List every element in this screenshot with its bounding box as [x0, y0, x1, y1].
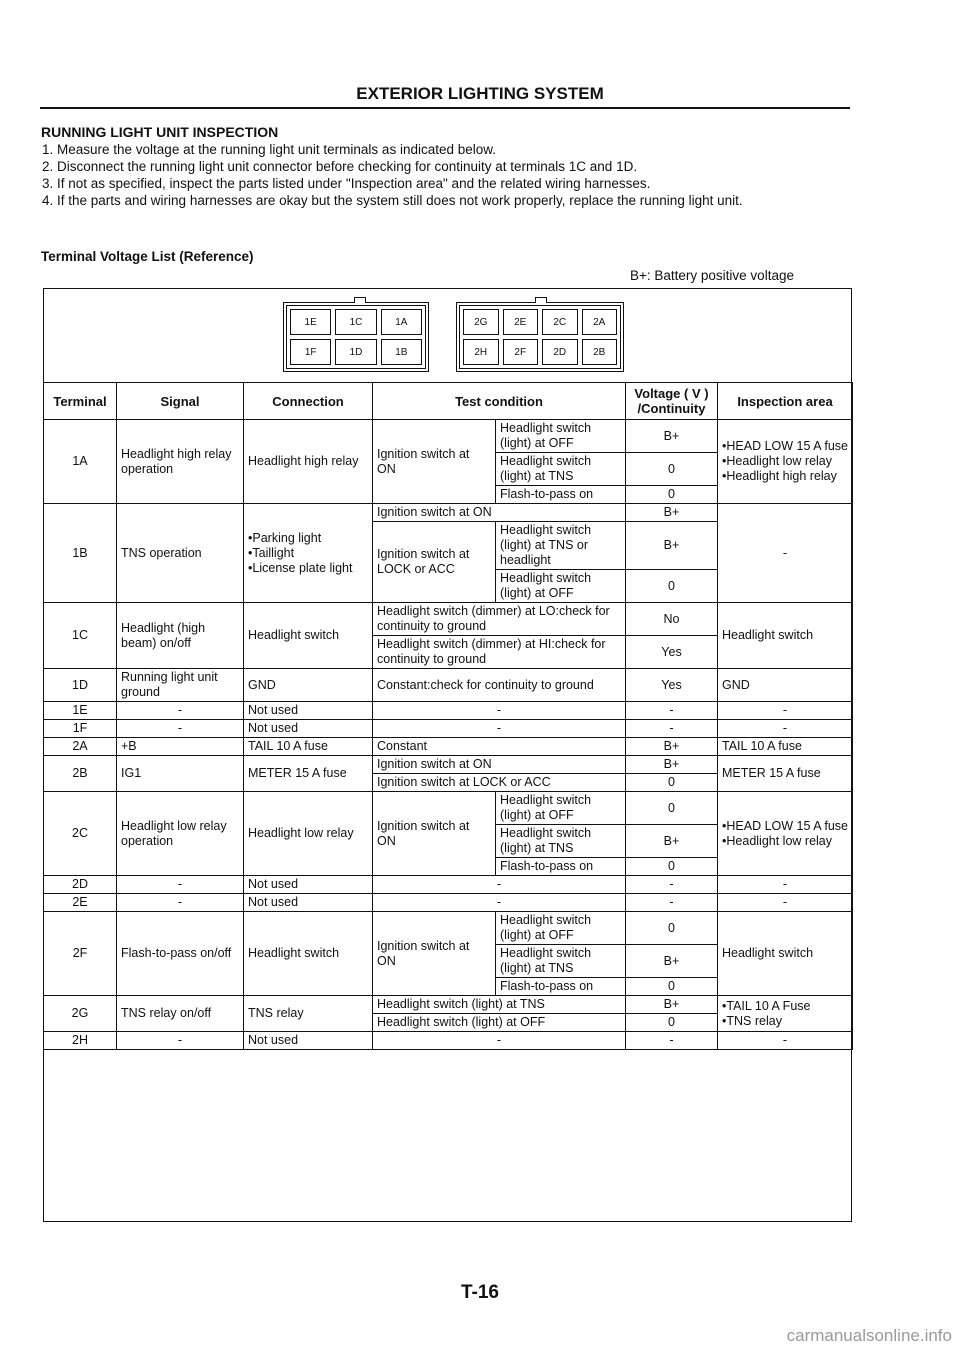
pin-cell: 2E: [503, 309, 539, 335]
inspection-cell: -: [718, 894, 853, 912]
pin-cell: 2D: [542, 339, 578, 365]
connection-cell: Headlight high relay: [244, 420, 373, 504]
header-voltage: Voltage ( V ) /Continuity: [626, 383, 718, 420]
connection-cell: Headlight low relay: [244, 792, 373, 876]
value-cell: 0: [626, 858, 718, 876]
connection-item: • Taillight: [248, 546, 368, 561]
pin-cell: 2F: [503, 339, 539, 365]
step-item: 4. If the parts and wiring harnesses are okay but the system still does not work properly, replace the running light unit.: [57, 192, 861, 209]
pin-cell: 2H: [463, 339, 499, 365]
terminal-cell: 2B: [44, 756, 117, 792]
pin-cell: 1C: [335, 309, 376, 335]
pin-cell: 2B: [582, 339, 618, 365]
pin-cell: 1B: [381, 339, 422, 365]
value-cell: 0: [626, 792, 718, 825]
value-cell: B+: [626, 504, 718, 522]
connection-cell: Headlight switch: [244, 912, 373, 996]
step-item: 1. Measure the voltage at the running light unit terminals as indicated below.: [57, 141, 861, 158]
signal-cell: -: [117, 720, 244, 738]
signal-cell: TNS operation: [117, 504, 244, 603]
condition-cell: Headlight switch (dimmer) at HI:check for continuity to ground: [373, 636, 626, 669]
condition-cell: Ignition switch at LOCK or ACC: [373, 522, 496, 603]
inspection-cell: Headlight switch: [718, 603, 853, 669]
table-row: [44, 912, 853, 945]
inspection-item: • HEAD LOW 15 A fuse: [722, 819, 848, 834]
condition-cell: Ignition switch at LOCK or ACC: [373, 774, 626, 792]
pin-cell: 2G: [463, 309, 499, 335]
pin-cell: 2A: [582, 309, 618, 335]
connection-cell: GND: [244, 669, 373, 702]
subcondition-cell: Headlight switch (light) at TNS: [496, 453, 626, 486]
subcondition-cell: Flash-to-pass on: [496, 858, 626, 876]
page-number: T-16: [460, 1282, 500, 1303]
connection-cell: Not used: [244, 894, 373, 912]
condition-cell: -: [373, 894, 626, 912]
value-cell: B+: [626, 945, 718, 978]
inspection-cell: -: [718, 1032, 853, 1050]
pin-cell: 1F: [290, 339, 331, 365]
table-row: [44, 792, 853, 825]
connection-cell: Not used: [244, 702, 373, 720]
bplus-note: B+: Battery positive voltage: [630, 268, 794, 283]
signal-cell: -: [117, 876, 244, 894]
table-row: [44, 603, 853, 636]
connector-1-diagram: [283, 302, 429, 372]
table-row: [44, 420, 853, 453]
page-title: EXTERIOR LIGHTING SYSTEM: [356, 84, 604, 103]
inspection-cell: -: [718, 504, 853, 603]
terminal-cell: 2G: [44, 996, 117, 1032]
signal-cell: +B: [117, 738, 244, 756]
connector-2-diagram: [456, 302, 624, 372]
connector-tab: [535, 297, 547, 303]
terminal-voltage-table: [43, 382, 853, 1050]
terminal-cell: 2A: [44, 738, 117, 756]
subcondition-cell: Headlight switch (light) at TNS: [496, 825, 626, 858]
signal-cell: Running light unit ground: [117, 669, 244, 702]
terminal-cell: 2D: [44, 876, 117, 894]
pin-cell: 1D: [335, 339, 376, 365]
condition-cell: Constant:check for continuity to ground: [373, 669, 626, 702]
table-row: [44, 756, 853, 774]
connection-cell: METER 15 A fuse: [244, 756, 373, 792]
terminal-list-title: Terminal Voltage List (Reference): [41, 249, 254, 264]
signal-cell: Headlight low relay operation: [117, 792, 244, 876]
value-cell: B+: [626, 756, 718, 774]
signal-cell: Headlight (high beam) on/off: [117, 603, 244, 669]
condition-cell: -: [373, 1032, 626, 1050]
connection-cell: Not used: [244, 720, 373, 738]
signal-cell: Headlight high relay operation: [117, 420, 244, 504]
step-item: 2. Disconnect the running light unit connector before checking for continuity at terminals 1C and 1D.: [57, 158, 861, 175]
condition-cell: Ignition switch at ON: [373, 420, 496, 504]
inspection-item: • Headlight low relay: [722, 454, 848, 469]
inspection-cell: [718, 420, 853, 504]
value-cell: -: [626, 720, 718, 738]
table-row: [44, 1032, 853, 1050]
value-cell: -: [626, 876, 718, 894]
watermark: carmanualsonline.info: [786, 1326, 952, 1345]
condition-cell: Ignition switch at ON: [373, 912, 496, 996]
inspection-item: • TAIL 10 A Fuse: [722, 999, 848, 1014]
signal-cell: IG1: [117, 756, 244, 792]
step-item: 3. If not as specified, inspect the parts listed under "Inspection area" and the related wiring harnesses.: [57, 175, 861, 192]
value-cell: B+: [626, 738, 718, 756]
inspection-cell: Headlight switch: [718, 912, 853, 996]
subcondition-cell: Headlight switch (light) at OFF: [496, 570, 626, 603]
table-row: [44, 738, 853, 756]
terminal-cell: 2C: [44, 792, 117, 876]
value-cell: B+: [626, 996, 718, 1014]
connection-cell: TAIL 10 A fuse: [244, 738, 373, 756]
value-cell: -: [626, 702, 718, 720]
subcondition-cell: Headlight switch (light) at OFF: [496, 912, 626, 945]
connection-cell: Not used: [244, 1032, 373, 1050]
inspection-item: • TNS relay: [722, 1014, 848, 1029]
signal-cell: Flash-to-pass on/off: [117, 912, 244, 996]
terminal-cell: 2F: [44, 912, 117, 996]
inspection-item: • Headlight high relay: [722, 469, 848, 484]
subcondition-cell: Headlight switch (light) at OFF: [496, 792, 626, 825]
value-cell: 0: [626, 486, 718, 504]
value-cell: B+: [626, 420, 718, 453]
signal-cell: TNS relay on/off: [117, 996, 244, 1032]
inspection-item: • HEAD LOW 15 A fuse: [722, 439, 848, 454]
terminal-cell: 2E: [44, 894, 117, 912]
signal-cell: -: [117, 702, 244, 720]
connection-cell: Not used: [244, 876, 373, 894]
value-cell: -: [626, 894, 718, 912]
value-cell: Yes: [626, 669, 718, 702]
value-cell: -: [626, 1032, 718, 1050]
subcondition-cell: Flash-to-pass on: [496, 486, 626, 504]
inspection-cell: -: [718, 876, 853, 894]
inspection-item: • Headlight low relay: [722, 834, 848, 849]
step-list: [41, 141, 861, 209]
table-row: [44, 996, 853, 1014]
inspection-cell: -: [718, 702, 853, 720]
value-cell: 0: [626, 453, 718, 486]
condition-cell: Headlight switch (dimmer) at LO:check for continuity to ground: [373, 603, 626, 636]
value-cell: B+: [626, 825, 718, 858]
table-row: [44, 720, 853, 738]
table-row: [44, 504, 853, 522]
header-test-condition: Test condition: [373, 383, 626, 420]
condition-cell: Constant: [373, 738, 626, 756]
condition-cell: Headlight switch (light) at OFF: [373, 1014, 626, 1032]
inspection-cell: [718, 996, 853, 1032]
connection-cell: Headlight switch: [244, 603, 373, 669]
inspection-cell: [718, 792, 853, 876]
connector-tab: [354, 297, 366, 303]
section-heading: RUNNING LIGHT UNIT INSPECTION: [41, 124, 279, 140]
subcondition-cell: Flash-to-pass on: [496, 978, 626, 996]
inspection-cell: -: [718, 720, 853, 738]
value-cell: No: [626, 603, 718, 636]
condition-cell: -: [373, 876, 626, 894]
header-connection: Connection: [244, 383, 373, 420]
terminal-cell: 1C: [44, 603, 117, 669]
terminal-cell: 1B: [44, 504, 117, 603]
subcondition-cell: Headlight switch (light) at TNS: [496, 945, 626, 978]
header-terminal: Terminal: [44, 383, 117, 420]
connection-item: • License plate light: [248, 561, 368, 576]
inspection-section: [41, 124, 861, 209]
condition-cell: Headlight switch (light) at TNS: [373, 996, 626, 1014]
connection-cell: [244, 504, 373, 603]
value-cell: 0: [626, 978, 718, 996]
table-row: [44, 669, 853, 702]
table-header-row: [44, 383, 853, 420]
signal-cell: -: [117, 1032, 244, 1050]
pin-cell: 1E: [290, 309, 331, 335]
terminal-cell: 1A: [44, 420, 117, 504]
table-row: [44, 894, 853, 912]
condition-cell: -: [373, 720, 626, 738]
header-signal: Signal: [117, 383, 244, 420]
terminal-cell: 2H: [44, 1032, 117, 1050]
terminal-cell: 1E: [44, 702, 117, 720]
value-cell: 0: [626, 570, 718, 603]
table-row: [44, 876, 853, 894]
condition-cell: Ignition switch at ON: [373, 792, 496, 876]
inspection-cell: METER 15 A fuse: [718, 756, 853, 792]
value-cell: 0: [626, 1014, 718, 1032]
value-cell: 0: [626, 912, 718, 945]
header-inspection-area: Inspection area: [718, 383, 853, 420]
condition-cell: Ignition switch at ON: [373, 504, 626, 522]
condition-cell: -: [373, 702, 626, 720]
value-cell: Yes: [626, 636, 718, 669]
connection-item: • Parking light: [248, 531, 368, 546]
inspection-cell: TAIL 10 A fuse: [718, 738, 853, 756]
inspection-cell: GND: [718, 669, 853, 702]
pin-cell: 2C: [542, 309, 578, 335]
terminal-cell: 1F: [44, 720, 117, 738]
title-rule: [40, 107, 850, 109]
terminal-cell: 1D: [44, 669, 117, 702]
subcondition-cell: Headlight switch (light) at TNS or headlight: [496, 522, 626, 570]
signal-cell: -: [117, 894, 244, 912]
pin-cell: 1A: [381, 309, 422, 335]
value-cell: B+: [626, 522, 718, 570]
condition-cell: Ignition switch at ON: [373, 756, 626, 774]
subcondition-cell: Headlight switch (light) at OFF: [496, 420, 626, 453]
connection-cell: TNS relay: [244, 996, 373, 1032]
value-cell: 0: [626, 774, 718, 792]
table-row: [44, 702, 853, 720]
